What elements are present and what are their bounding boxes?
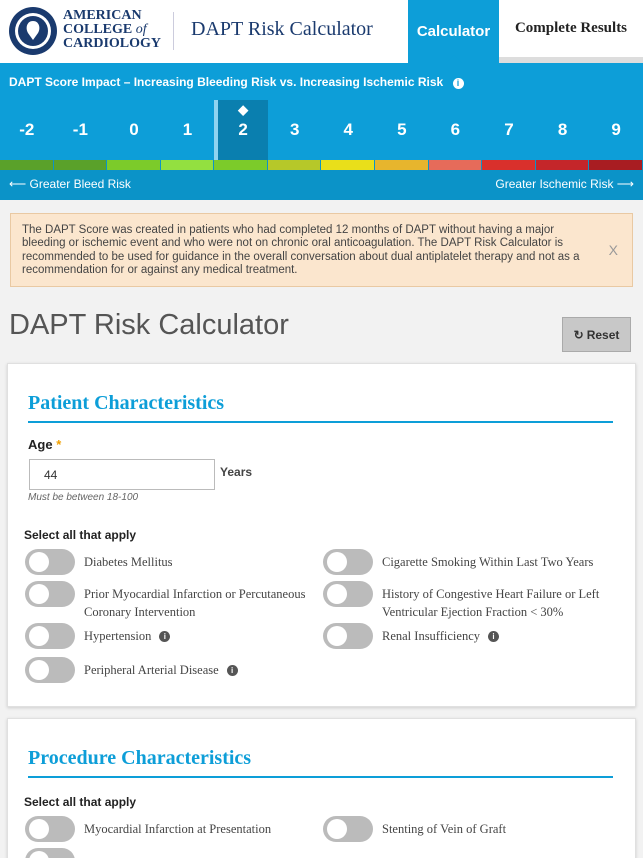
age-hint: Must be between 18-100 xyxy=(28,492,139,503)
score-1[interactable]: 1 xyxy=(161,100,215,160)
score-4[interactable]: 4 xyxy=(321,100,375,160)
toggle-switch[interactable] xyxy=(323,581,373,607)
select-all-label: Select all that apply xyxy=(24,528,137,542)
toggle-label xyxy=(382,623,499,645)
ischemic-risk-label: Greater Ischemic Risk ⟶ xyxy=(495,177,634,191)
toggle-label: Myocardial Infarction at Presentation xyxy=(84,822,272,836)
toggle-switch[interactable] xyxy=(323,623,373,649)
info-icon[interactable]: i xyxy=(453,78,464,89)
procedure-characteristics-title: Procedure Characteristics xyxy=(28,747,252,769)
toggle-label: Prior Myocardial Infarction or Percutaneous Coronary Intervention xyxy=(84,587,306,619)
risk-color-segment xyxy=(107,160,161,170)
app-header xyxy=(0,0,643,63)
toggle-switch[interactable] xyxy=(25,581,75,607)
toggle-label: Diabetes Mellitus xyxy=(84,555,173,569)
toggle-switch[interactable] xyxy=(25,816,75,842)
toggle-diabetes[interactable] xyxy=(25,549,173,575)
toggle-peripheral-arterial-disease[interactable] xyxy=(25,657,238,683)
reset-button[interactable] xyxy=(562,317,631,352)
score--2[interactable]: -2 xyxy=(0,100,54,160)
tab-complete-results[interactable]: Complete Results xyxy=(499,0,643,63)
toggle-switch[interactable] xyxy=(323,549,373,575)
toggle-hypertension[interactable] xyxy=(25,623,170,649)
risk-color-segment xyxy=(429,160,483,170)
age-unit: Years xyxy=(220,465,253,479)
risk-color-segment xyxy=(321,160,375,170)
toggle-label xyxy=(84,657,238,679)
acc-logo[interactable] xyxy=(8,6,168,56)
disclaimer-notice xyxy=(10,213,633,287)
toggle-smoking[interactable] xyxy=(323,549,593,575)
toggle-label-text: Hypertension xyxy=(84,629,152,643)
score-band xyxy=(0,100,643,200)
risk-color-segment xyxy=(589,160,643,170)
app-title: DAPT Risk Calculator xyxy=(191,18,373,40)
age-label-text: Age xyxy=(28,437,53,452)
toggle-label: Cigarette Smoking Within Last Two Years xyxy=(382,555,594,569)
age-input[interactable] xyxy=(29,459,215,490)
disclaimer-text: The DAPT Score was created in patients who had completed 12 months of DAPT without having a major bleeding or ischemic event and who were not on chronic oral anticoagulation. The DAPT Risk Calculator is recommended to be used for guidance in the overall conversation about dual antiplatelet therapy and not as a recommendation for or against any medical treatment. xyxy=(22,224,580,276)
toggle-label-text: Peripheral Arterial Disease xyxy=(84,663,219,677)
acc-seal-icon xyxy=(8,6,58,56)
tab-calculator[interactable]: Calculator xyxy=(408,0,499,63)
bleed-risk-label-text: Greater Bleed Risk xyxy=(29,177,131,191)
score-scale xyxy=(0,100,643,160)
risk-color-segment xyxy=(0,160,54,170)
toggle-renal-insufficiency[interactable] xyxy=(323,623,499,649)
toggle-switch[interactable] xyxy=(25,848,75,858)
info-icon[interactable]: i xyxy=(227,665,238,676)
score-5[interactable]: 5 xyxy=(375,100,429,160)
toggle-switch[interactable] xyxy=(25,623,75,649)
score-9[interactable]: 9 xyxy=(589,100,643,160)
risk-color-segment xyxy=(268,160,322,170)
patient-characteristics-title: Patient Characteristics xyxy=(28,392,225,414)
info-icon[interactable]: i xyxy=(488,631,499,642)
header-divider xyxy=(173,12,174,50)
risk-color-bar xyxy=(0,160,643,170)
toggle-label: History of Congestive Heart Failure or Left Ventricular Ejection Fraction < 30% xyxy=(382,587,600,619)
toggle-vein-graft-stenting[interactable] xyxy=(323,816,506,842)
toggle-switch[interactable] xyxy=(25,657,75,683)
score-2[interactable]: ◆ 2 xyxy=(214,100,268,160)
toggle-chf-lvef[interactable] xyxy=(323,581,623,621)
score--1[interactable]: -1 xyxy=(54,100,108,160)
section-rule xyxy=(28,421,613,423)
required-marker: * xyxy=(56,437,62,452)
score-impact-title-text: DAPT Score Impact – Increasing Bleeding Risk vs. Increasing Ischemic Risk xyxy=(9,75,444,89)
score-impact-title xyxy=(0,63,643,100)
score-8[interactable]: 8 xyxy=(536,100,590,160)
score-6[interactable]: 6 xyxy=(429,100,483,160)
toggle-label-text: Renal Insufficiency xyxy=(382,629,480,643)
risk-color-segment xyxy=(375,160,429,170)
procedure-characteristics-card xyxy=(7,718,636,858)
bleed-risk-label: ⟵ Greater Bleed Risk xyxy=(9,177,131,191)
toggle-prior-mi-pci[interactable] xyxy=(25,581,315,621)
close-icon[interactable]: X xyxy=(608,242,618,258)
score-7[interactable]: 7 xyxy=(482,100,536,160)
reset-label: Reset xyxy=(586,327,620,342)
logo-wordmark: AMERICAN COLLEGE of CARDIOLOGY xyxy=(63,8,162,51)
risk-color-segment xyxy=(482,160,536,170)
toggle-label: Stenting of Vein of Graft xyxy=(382,822,507,836)
ischemic-risk-label-text: Greater Ischemic Risk xyxy=(495,177,614,191)
risk-color-segment xyxy=(214,160,268,170)
section-rule xyxy=(28,776,613,778)
toggle-mi-at-presentation[interactable] xyxy=(25,816,271,842)
select-all-label: Select all that apply xyxy=(24,795,137,809)
toggle-label xyxy=(84,623,170,645)
risk-color-segment xyxy=(54,160,108,170)
page-title: DAPT Risk Calculator xyxy=(9,309,289,341)
score-3[interactable]: 3 xyxy=(268,100,322,160)
age-label xyxy=(28,437,61,452)
toggle-switch[interactable] xyxy=(25,549,75,575)
info-icon[interactable]: i xyxy=(159,631,170,642)
toggle-partial[interactable] xyxy=(25,848,75,858)
refresh-icon: ↻ xyxy=(573,327,584,342)
risk-color-segment xyxy=(536,160,590,170)
risk-color-segment xyxy=(161,160,215,170)
toggle-switch[interactable] xyxy=(323,816,373,842)
score-0[interactable]: 0 xyxy=(107,100,161,160)
patient-characteristics-card xyxy=(7,363,636,707)
